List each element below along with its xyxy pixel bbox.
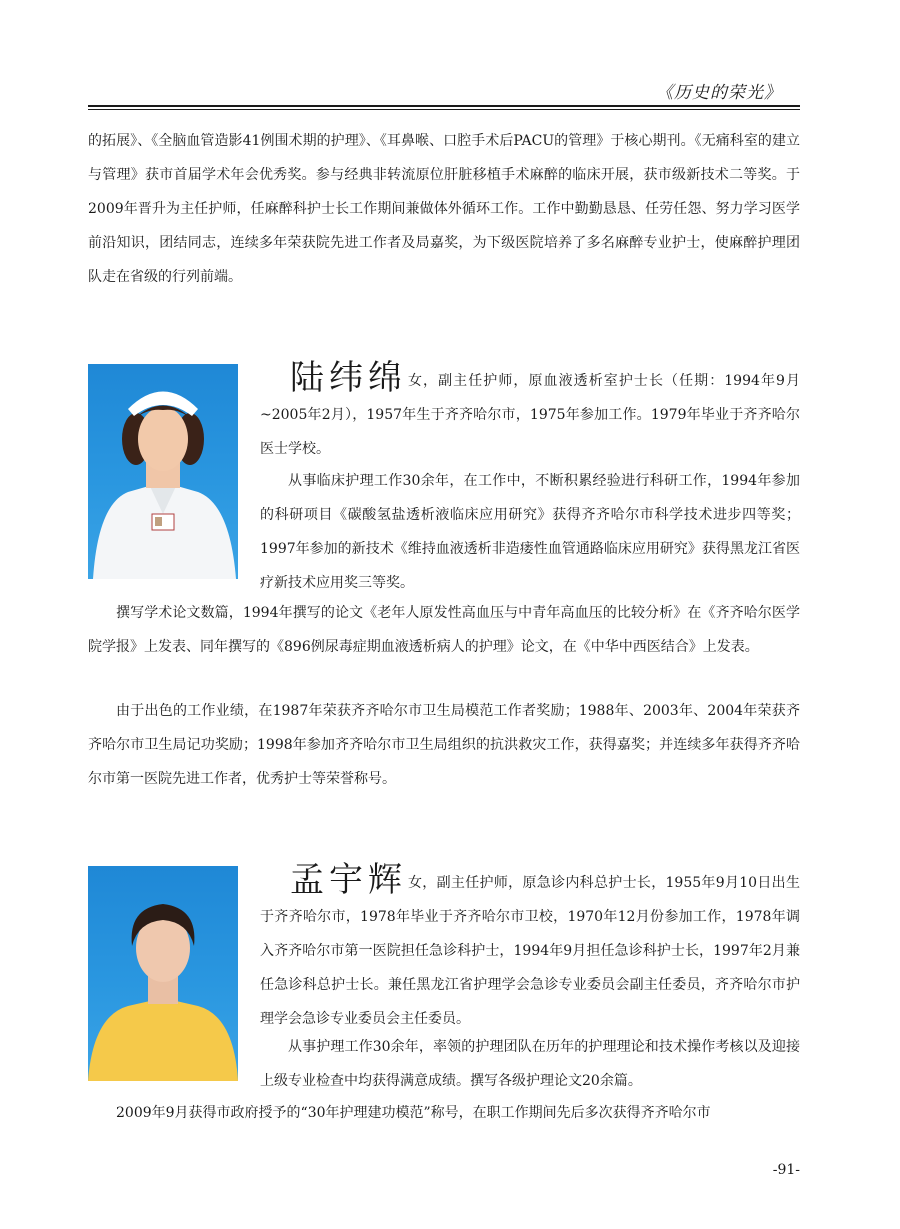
bio-intro-lu: 女，副主任护师，原血液透析室护士长（任期：1994年9月~2005年2月），1957年生于齐齐哈尔市，1975年参加工作。1979年毕业于齐齐哈尔医士学校。: [260, 373, 800, 457]
bio-paragraph-lu-1: 从事临床护理工作30余年，在工作中，不断积累经验进行科研工作，1994年参加的科研项目《碳酸氢盐透析液临床应用研究》获得齐齐哈尔市科学技术进步四等奖；1997年参加的新技术《维持血液透析非造瘘性血管通路临床应用研究》获得黑龙江省医疗新技术应用奖三等奖。: [260, 473, 800, 591]
bio-name-lu: 陆纬绵: [290, 358, 407, 398]
bio-paragraph-meng-1: 从事护理工作30余年，率领的护理团队在历年的护理理论和技术操作考核以及迎接上级专业检查中均获得满意成绩。撰写各级护理论文20余篇。: [260, 1039, 800, 1089]
bio-name-meng: 孟宇辉: [290, 860, 407, 900]
page-number: -91-: [772, 1162, 800, 1178]
header-title: 《历史的荣光》: [656, 83, 782, 103]
portrait-photo-lu: [88, 364, 238, 579]
intro-paragraph: 的拓展》、《全脑血管造影41例围术期的护理》、《耳鼻喉、口腔手术后PACU的管理》于核心期刊。《无痛科室的建立与管理》获市首届学术年会优秀奖。参与经典非转流原位肝脏移植手术麻醉的临床开展，获市级新技术二等奖。于2009年晋升为主任护师，任麻醉科护士长工作期间兼做体外循环工作。工作中勤勤恳恳、任劳任怨、努力学习医学前沿知识，团结同志，连续多年荣获院先进工作者及局嘉奖，为下级医院培养了多名麻醉专业护士，使麻醉护理团队走在省级的行列前端。: [88, 133, 800, 285]
bio-paragraph-lu-3: 由于出色的工作业绩，在1987年荣获齐齐哈尔市卫生局模范工作者奖励；1988年、2003年、2004年荣获齐齐哈尔市卫生局记功奖励；1998年参加齐齐哈尔市卫生局组织的抗洪救灾工作，获得嘉奖；并连续多年获得齐齐哈尔市第一医院先进工作者，优秀护士等荣誉称号。: [88, 703, 800, 787]
bio-intro-meng: 女，副主任护师，原急诊内科总护士长，1955年9月10日出生于齐齐哈尔市，1978年毕业于齐齐哈尔市卫校，1970年12月份参加工作，1978年调入齐齐哈尔市第一医院担任急诊科护士，1994年9月担任急诊科护士长，1997年2月兼任急诊科总护士长。兼任黑龙江省护理学会急诊专业委员会副主任委员，齐齐哈尔市护理学会急诊专业委员会主任委员。: [260, 875, 800, 1027]
nurse-portrait-image: [88, 364, 238, 579]
header-rule-thick: [88, 105, 800, 107]
bio-paragraph-lu-2: 撰写学术论文数篇，1994年撰写的论文《老年人原发性高血压与中青年高血压的比较分析》在《齐齐哈尔医学院学报》上发表、同年撰写的《896例尿毒症期血液透析病人的护理》论文，在《中华中西医结合》上发表。: [88, 605, 800, 655]
woman-portrait-image: [88, 866, 238, 1081]
bio-paragraph-meng-2: 2009年9月获得市政府授予的“30年护理建功模范”称号，在职工作期间先后多次获得齐齐哈尔市: [116, 1105, 711, 1121]
portrait-photo-meng: [88, 866, 238, 1081]
header-rule-thin: [88, 109, 800, 110]
